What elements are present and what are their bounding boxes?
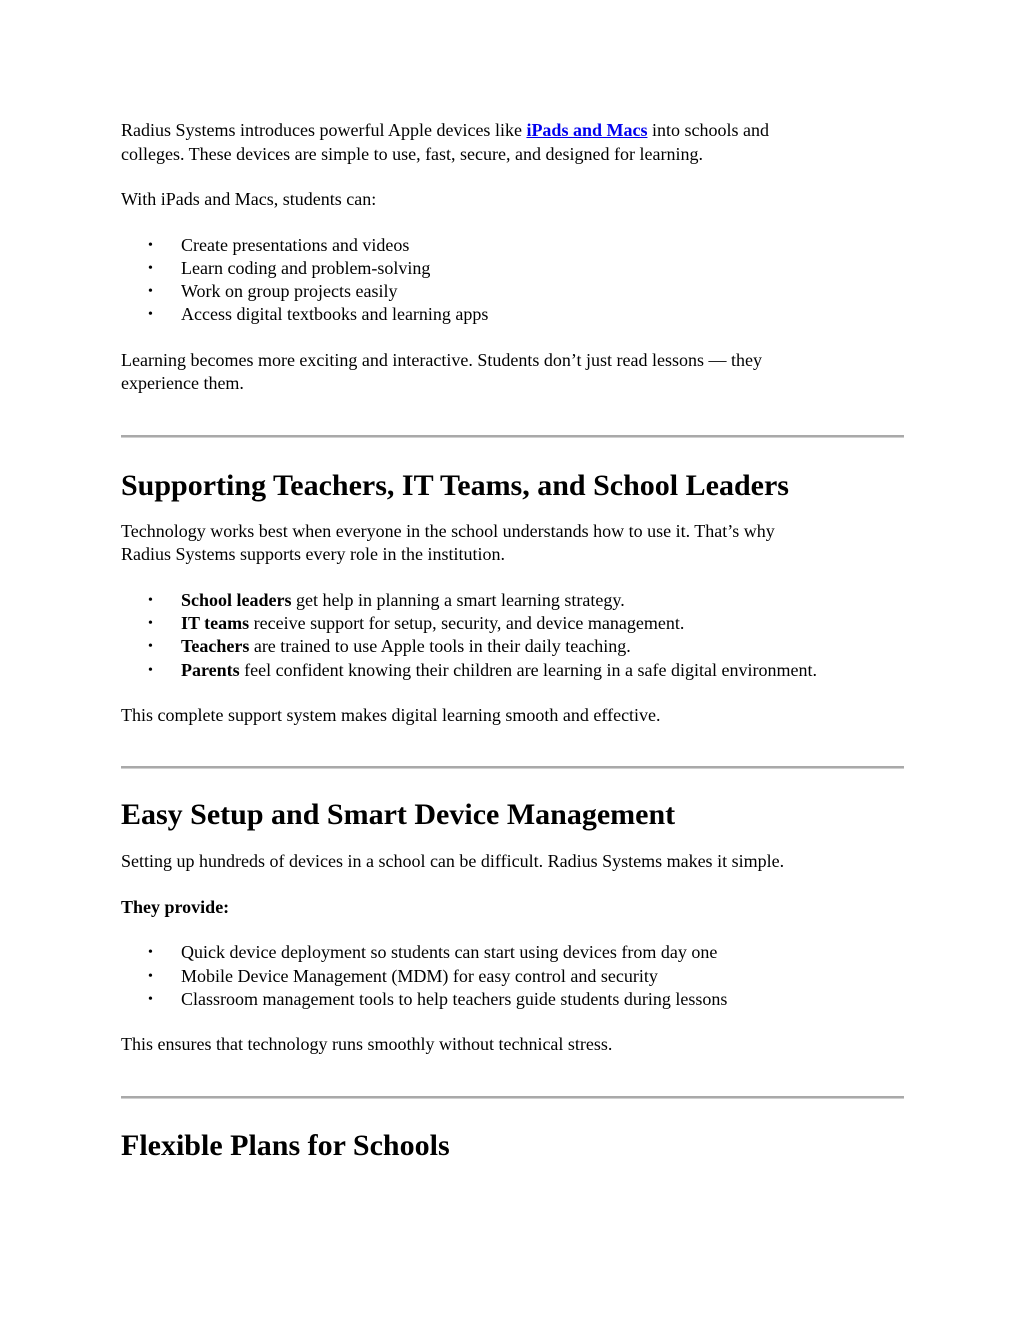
list-item: • School leaders get help in planning a smart learning strategy. [121,589,904,612]
bullet-icon: • [148,615,153,631]
they-provide-label: They provide: [121,896,230,917]
list-item: • Quick device deployment so students can start using devices from day one [121,941,904,964]
document-page [121,119,904,1164]
list-item: • Work on group projects easily [121,280,904,303]
bullet-icon: • [148,260,153,276]
bullet-icon: • [148,662,153,678]
setup-paragraph: Setting up hundreds of devices in a school can be difficult. Radius Systems makes it simple. [121,851,785,872]
list-item: • Teachers are trained to use Apple tools in their daily teaching. [121,635,904,658]
bullet-icon: • [148,639,153,655]
intro-text-after-link: into schools and [647,120,769,140]
list-item: • Access digital textbooks and learning apps [121,303,904,326]
support-roles-list [121,589,904,682]
support-closing-paragraph: This complete support system makes digital learning smooth and effective. [121,704,661,725]
list-item: • Create presentations and videos [121,234,904,257]
list-item: • Parents feel confident knowing their children are learning in a safe digital environment. [121,659,904,682]
list-item: • Classroom management tools to help teachers guide students during lessons [121,988,904,1011]
bullet-icon: • [148,307,153,323]
section-heading-support: Supporting Teachers, IT Teams, and School Leaders [121,468,789,502]
intro-line-2: colleges. These devices are simple to use, fast, secure, and designed for learning. [121,143,703,164]
bullet-icon: • [148,945,153,961]
bullet-icon: • [148,284,153,300]
list-item: • Learn coding and problem-solving [121,257,904,280]
section-heading-setup: Easy Setup and Smart Device Management [121,798,676,832]
setup-provide-list [121,941,904,1011]
list-item: • IT teams receive support for setup, security, and device management. [121,612,904,635]
bullet-icon: • [148,991,153,1007]
intro-closing-paragraph: Learning becomes more exciting and interactive. Students don’t just read lessons — they experience them. [121,349,763,394]
support-paragraph: Technology works best when everyone in the school understands how to use it. That’s why Radius Systems supports every role in the institution. [121,520,775,565]
intro-paragraph [121,119,904,166]
ipads-and-macs-link[interactable]: iPads and Macs [526,120,648,140]
bullet-icon: • [148,968,153,984]
section-heading-plans: Flexible Plans for Schools [121,1128,450,1162]
students-can-paragraph: With iPads and Macs, students can: [121,189,377,209]
bullet-icon: • [148,592,153,608]
setup-closing-paragraph: This ensures that technology runs smoothly without technical stress. [121,1034,613,1055]
intro-text-before-link: Radius Systems introduces powerful Apple devices like [121,120,527,140]
students-can-list [121,234,904,327]
bullet-icon: • [148,237,153,253]
list-item: • Mobile Device Management (MDM) for easy control and security [121,965,904,988]
